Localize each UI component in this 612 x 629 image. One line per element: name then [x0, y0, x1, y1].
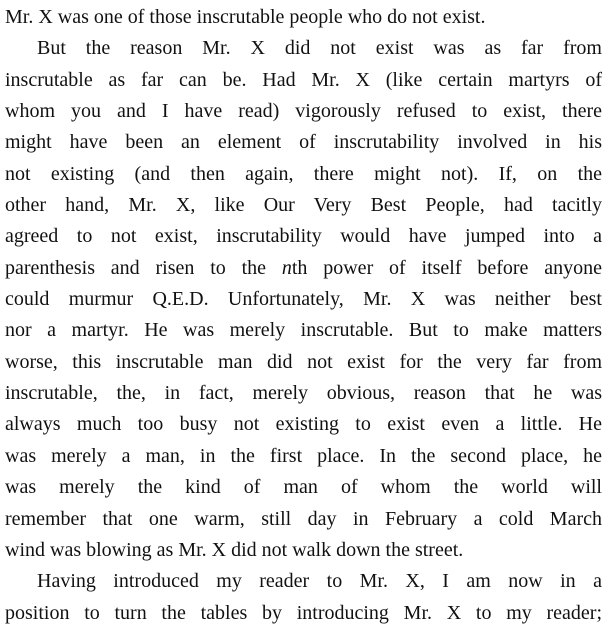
paragraph: [5, 2, 602, 33]
text-line: remember that one warm, still day in February a cold March: [5, 507, 602, 530]
paragraph: [5, 566, 602, 629]
text-line: agreed to not exist, inscrutability would have jumped into a: [5, 225, 602, 248]
text-line: parenthesis and risen to the nth power of itself before anyone: [5, 256, 602, 279]
text-line: might have been an element of inscrutability involved in his: [5, 131, 602, 154]
text-line: inscrutable as far can be. Had Mr. X (like certain martyrs of: [5, 68, 602, 91]
text-line: Having introduced my reader to Mr. X, I am now in a: [37, 570, 602, 593]
paragraph: [5, 33, 602, 566]
text-line: wind was blowing as Mr. X did not walk down the street.: [5, 538, 464, 561]
text-line: worse, this inscrutable man did not exist for the very far from: [5, 350, 602, 373]
text-line: Mr. X was one of those inscrutable people who do not exist.: [5, 6, 486, 28]
text-line: could murmur Q.E.D. Unfortunately, Mr. X was neither best: [5, 288, 602, 311]
text-line: position to turn the tables by introducing Mr. X to my reader;: [5, 601, 602, 624]
text-line: inscrutable, the, in fact, merely obvious, reason that he was: [5, 382, 602, 405]
text-line: other hand, Mr. X, like Our Very Best People, had tacitly: [5, 194, 602, 217]
text-line: was merely the kind of man of whom the world will: [5, 476, 602, 499]
text-line: whom you and I have read) vigorously refused to exist, there: [5, 100, 602, 123]
emphasis-italic: n: [281, 256, 292, 279]
page-text: [5, 2, 602, 629]
text-line: nor a martyr. He was merely inscrutable. But to make matters: [5, 319, 602, 342]
text-line: was merely a man, in the first place. In the second place, he: [5, 444, 602, 467]
text-line: not existing (and then again, there might not). If, on the: [5, 162, 602, 185]
text-line: always much too busy not existing to exist even a little. He: [5, 413, 602, 436]
text-line: But the reason Mr. X did not exist was as far from: [37, 37, 602, 60]
